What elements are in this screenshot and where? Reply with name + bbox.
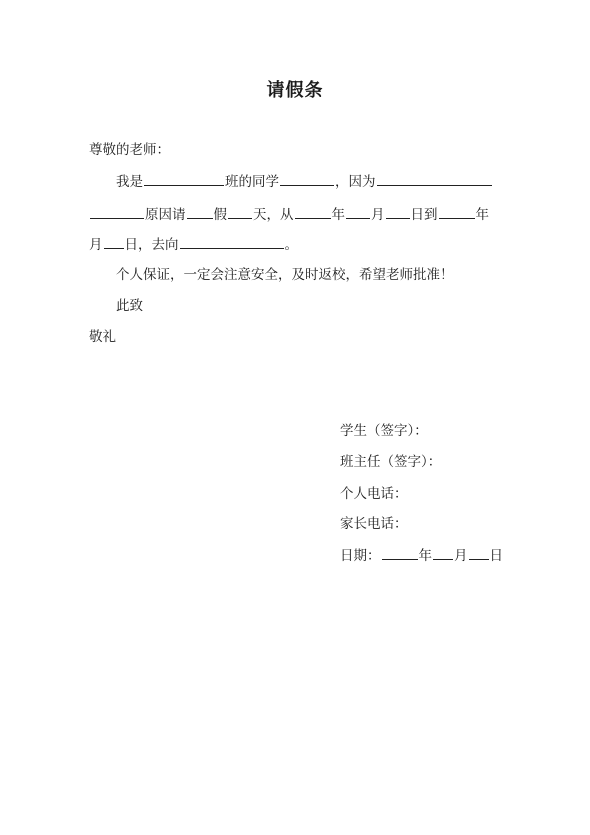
start-month-blank[interactable] xyxy=(346,204,370,219)
date-day-text: 日 xyxy=(489,548,503,564)
closing-jingli: 敬礼 xyxy=(89,329,116,345)
salutation: 尊敬的老师： xyxy=(89,142,170,158)
text-because: ，因为 xyxy=(335,174,376,190)
class-blank[interactable] xyxy=(144,171,224,186)
date-month-text: 月 xyxy=(454,548,468,564)
end-year-blank[interactable] xyxy=(439,204,475,219)
start-day-blank[interactable] xyxy=(386,204,410,219)
text-leave: 假 xyxy=(213,207,227,223)
text-period: 。 xyxy=(284,237,298,253)
paragraph1-line1 xyxy=(116,171,493,192)
text-month-end: 月 xyxy=(89,237,103,253)
date-label: 日期： xyxy=(340,548,381,564)
days-blank[interactable] xyxy=(228,204,252,219)
date-year-text: 年 xyxy=(418,548,432,564)
reason-blank[interactable] xyxy=(377,171,492,186)
text-year: 年 xyxy=(331,207,345,223)
student-name-blank[interactable] xyxy=(280,171,334,186)
paragraph1-line2 xyxy=(89,204,489,225)
text-class-student: 班的同学 xyxy=(225,174,279,190)
text-day-to: 日到 xyxy=(410,207,438,223)
page-title: 请假条 xyxy=(266,80,324,101)
date-year-blank[interactable] xyxy=(382,545,418,560)
text-month: 月 xyxy=(371,207,385,223)
text-days-from: 天，从 xyxy=(253,207,294,223)
date-line xyxy=(340,545,503,566)
destination-blank[interactable] xyxy=(180,234,284,249)
start-year-blank[interactable] xyxy=(295,204,331,219)
paragraph2: 个人保证，一定会注意安全，及时返校，希望老师批准！ xyxy=(116,267,454,283)
head-teacher-signature-label: 班主任（签字）： xyxy=(340,454,442,470)
student-signature-label: 学生（签字）： xyxy=(340,423,428,439)
text-reason-request: 原因请 xyxy=(145,207,186,223)
end-day-blank[interactable] xyxy=(104,234,124,249)
text-wo-shi: 我是 xyxy=(116,174,143,190)
date-month-blank[interactable] xyxy=(433,545,453,560)
parent-phone-label: 家长电话： xyxy=(340,516,408,532)
date-day-blank[interactable] xyxy=(469,545,489,560)
text-day-destination: 日，去向 xyxy=(124,237,179,253)
text-year-end: 年 xyxy=(475,207,489,223)
closing-cizhi: 此致 xyxy=(116,298,143,314)
reason-continued-blank[interactable] xyxy=(90,204,144,219)
personal-phone-label: 个人电话： xyxy=(340,486,408,502)
paragraph1-line3 xyxy=(89,234,298,255)
leave-type-blank[interactable] xyxy=(187,204,213,219)
